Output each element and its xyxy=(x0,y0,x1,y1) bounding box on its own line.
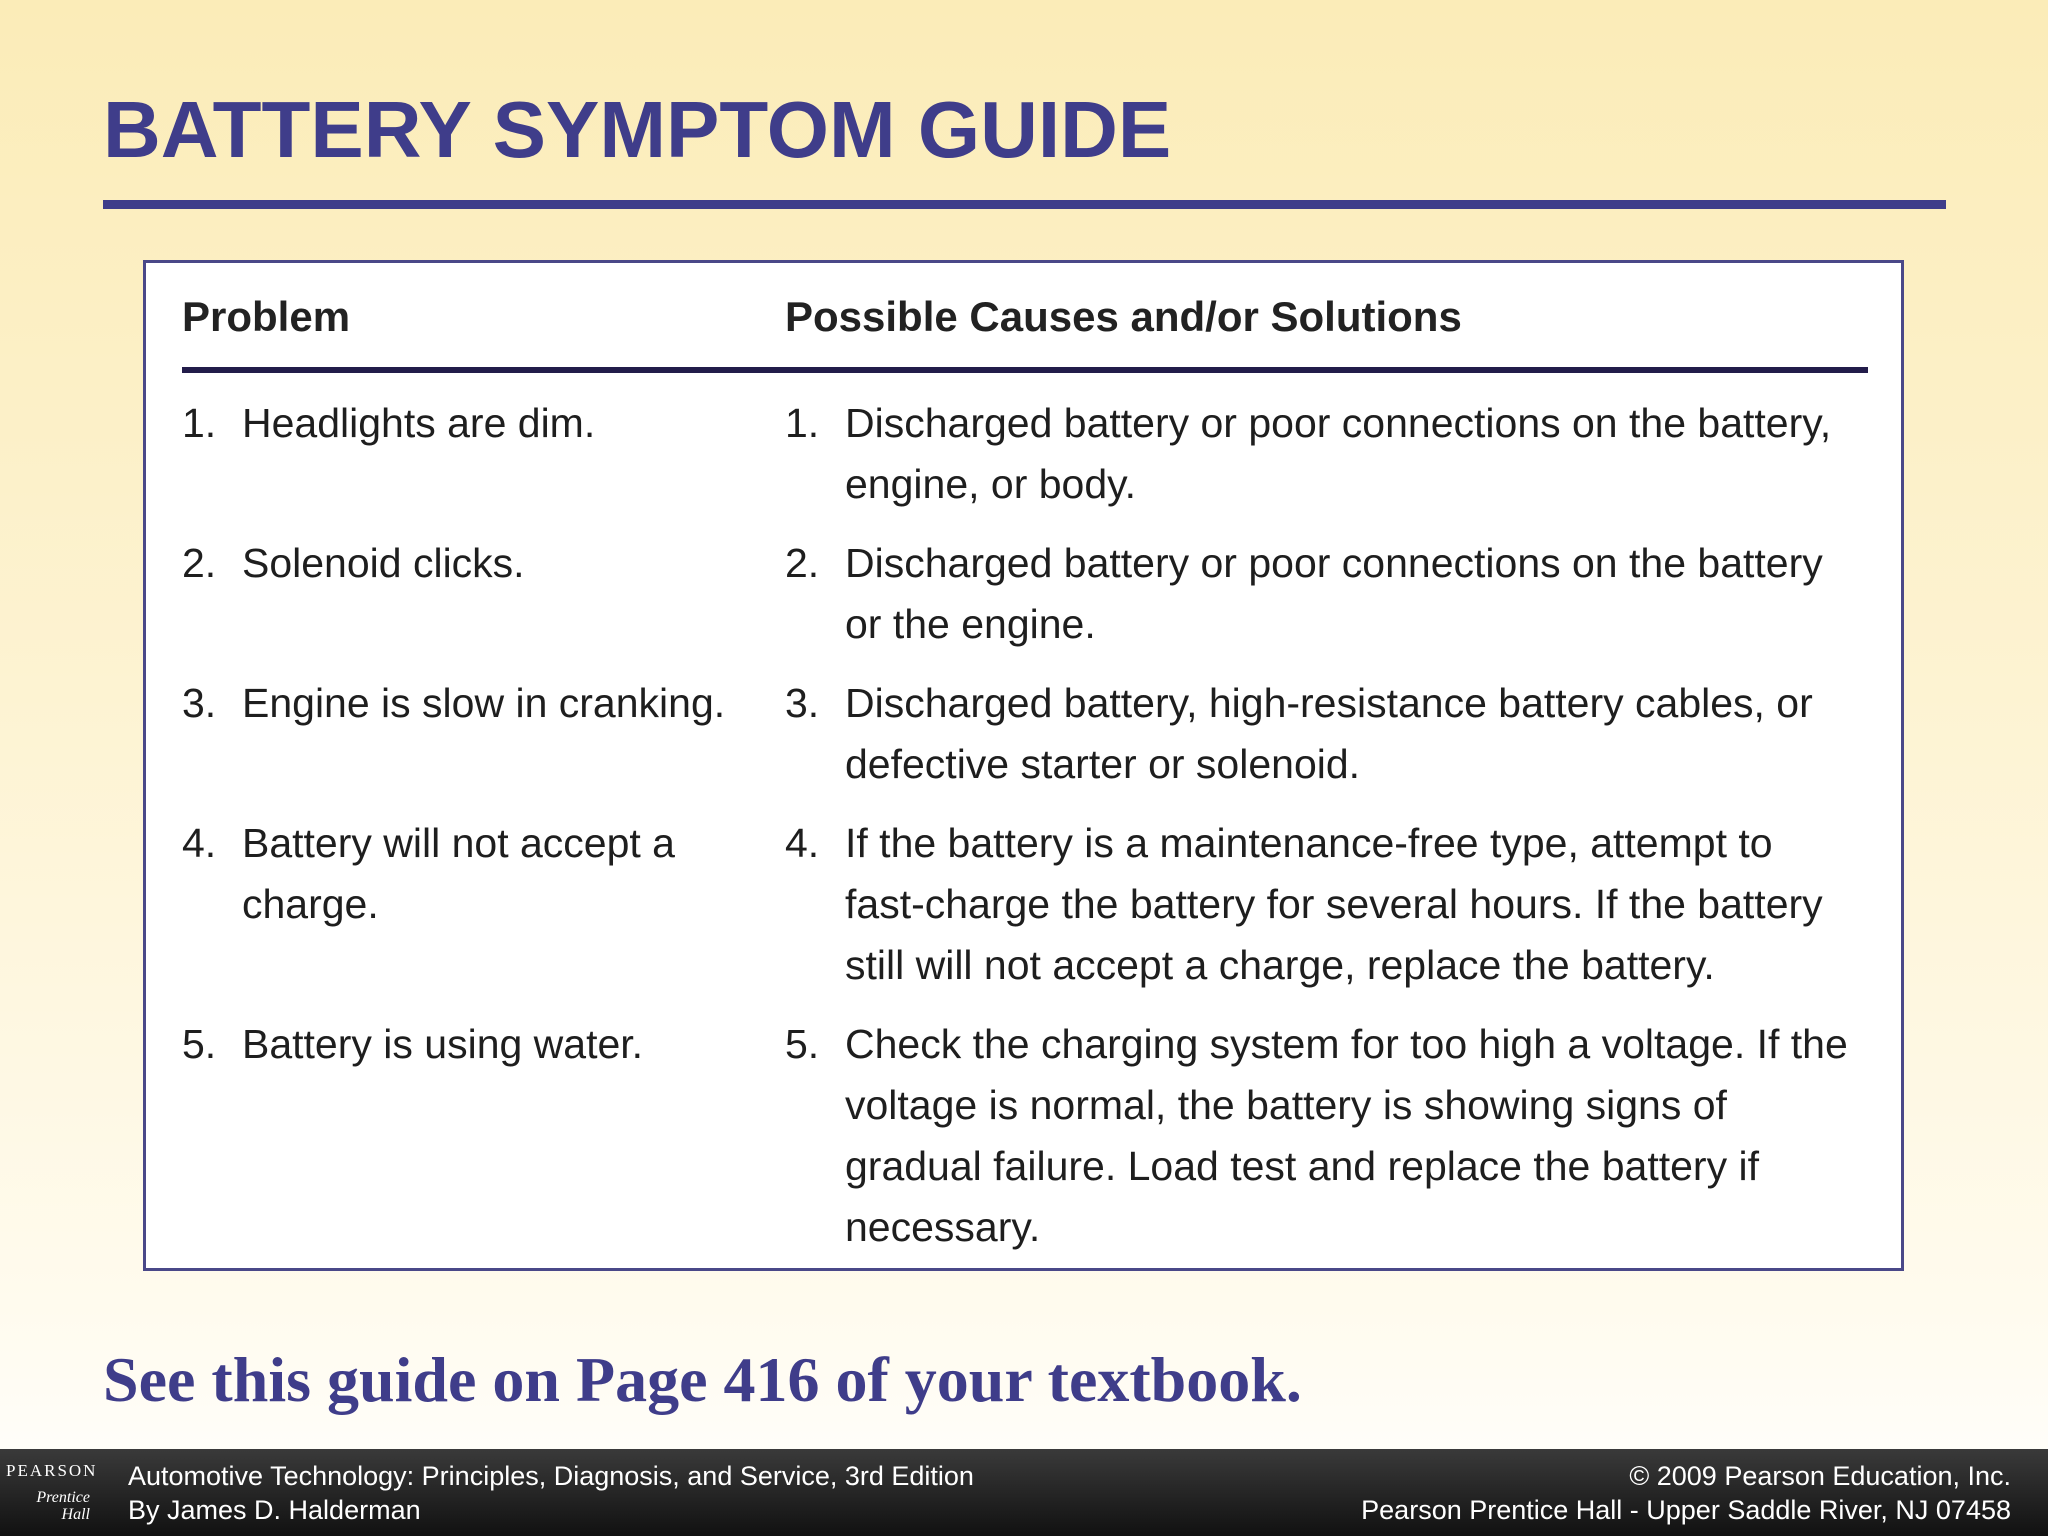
header-divider xyxy=(182,367,1868,373)
copyright-text: © 2009 Pearson Education, Inc. xyxy=(1629,1461,2011,1491)
solution-number: 2. xyxy=(785,540,820,586)
problem-text: Battery will not accept a charge. xyxy=(242,820,675,927)
title-divider xyxy=(103,200,1946,209)
book-title: Automotive Technology: Principles, Diagnosis, and Service, 3rd Edition xyxy=(128,1461,974,1491)
footer-publisher-info xyxy=(1361,1459,2011,1527)
textbook-reference-note: See this guide on Page 416 of your textbook. xyxy=(103,1344,1302,1415)
solution-number: 5. xyxy=(785,1021,820,1067)
problem-number: 2. xyxy=(182,540,217,586)
table-row xyxy=(182,673,1867,795)
table-header xyxy=(182,293,1867,343)
problem-number: 4. xyxy=(182,820,217,866)
table-row xyxy=(182,1014,1867,1258)
problem-text: Engine is slow in cranking. xyxy=(242,680,726,726)
solution-cell xyxy=(785,393,1867,515)
logo-wordmark: PEARSON xyxy=(6,1461,98,1480)
solution-text: Discharged battery, high-resistance battery cables, or defective starter or solenoid. xyxy=(845,680,1813,787)
problem-text: Headlights are dim. xyxy=(242,400,596,446)
problem-cell xyxy=(182,393,785,515)
solution-cell xyxy=(785,533,1867,655)
table-body xyxy=(182,393,1867,1276)
column-header-causes: Possible Causes and/or Solutions xyxy=(785,293,1462,340)
problem-number: 3. xyxy=(182,680,217,726)
column-header-problem: Problem xyxy=(182,293,351,340)
logo-imprint xyxy=(14,1489,90,1523)
table-row xyxy=(182,813,1867,996)
book-author: By James D. Halderman xyxy=(128,1495,421,1525)
problem-text: Battery is using water. xyxy=(242,1021,644,1067)
table-row xyxy=(182,393,1867,515)
slide-title: BATTERY SYMPTOM GUIDE xyxy=(103,85,1172,174)
solution-number: 4. xyxy=(785,820,820,866)
logo-imprint-line: Hall xyxy=(61,1506,90,1523)
solution-text: If the battery is a maintenance-free type, attempt to fast-charge the battery for several hours. If the battery still will not accept a charge, replace the battery. xyxy=(845,820,1823,988)
table-row xyxy=(182,533,1867,655)
problem-cell xyxy=(182,1014,785,1258)
publisher-text: Pearson Prentice Hall - Upper Saddle River, NJ 07458 xyxy=(1361,1495,2011,1525)
logo-imprint-line: Prentice xyxy=(36,1489,90,1506)
solution-cell xyxy=(785,1014,1867,1258)
footer-bar xyxy=(0,1449,2048,1536)
problem-text: Solenoid clicks. xyxy=(242,540,525,586)
solution-number: 1. xyxy=(785,400,820,446)
solution-text: Discharged battery or poor connections on the battery or the engine. xyxy=(845,540,1823,647)
pearson-logo xyxy=(0,1449,100,1536)
problem-cell xyxy=(182,813,785,996)
solution-cell xyxy=(785,813,1867,996)
problem-cell xyxy=(182,673,785,795)
solution-number: 3. xyxy=(785,680,820,726)
symptom-table xyxy=(143,260,1904,1271)
problem-number: 1. xyxy=(182,400,217,446)
solution-text: Discharged battery or poor connections on the battery, engine, or body. xyxy=(845,400,1832,507)
footer-book-info xyxy=(128,1459,974,1527)
solution-text: Check the charging system for too high a voltage. If the voltage is normal, the battery is showing signs of gradual failure. Load test and replace the battery if necessary. xyxy=(845,1021,1848,1250)
problem-cell xyxy=(182,533,785,655)
solution-cell xyxy=(785,673,1867,795)
problem-number: 5. xyxy=(182,1021,217,1067)
